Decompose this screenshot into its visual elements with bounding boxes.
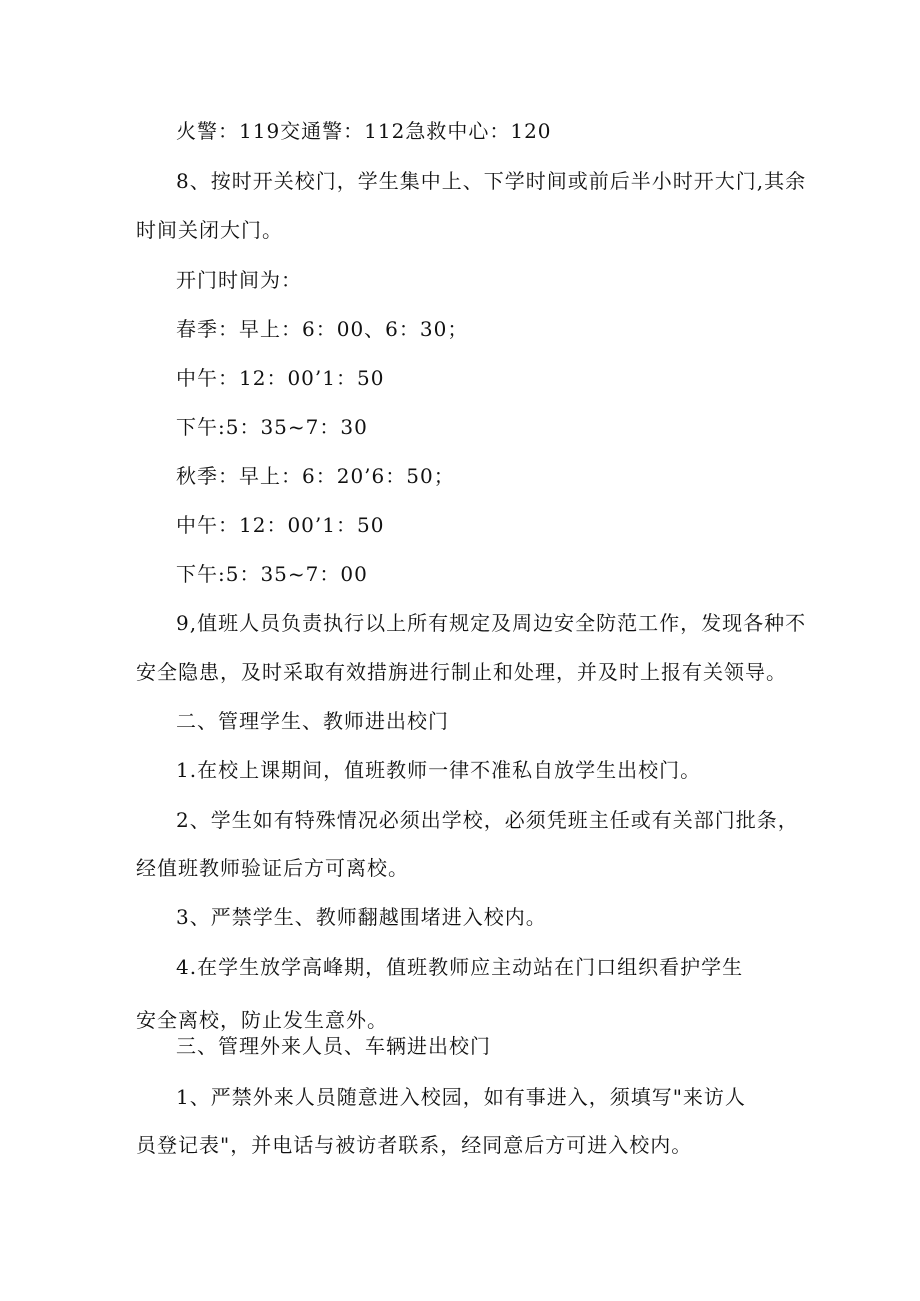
section-2-item-4-line-1: 4.在学生放学高峰期，值班教师应主动站在门口组织看护学生 [176, 955, 744, 979]
section-2-item-2-line-1: 2、学生如有特殊情况必须出学校，必须凭班主任或有关部门批条， [176, 808, 799, 832]
section-3-item-1-line-1: 1、严禁外来人员随意进入校园，如有事进入，须填写"来访人 [176, 1085, 746, 1109]
section-2-item-3: 3、严禁学生、教师翻越围堵进入校内。 [176, 905, 547, 929]
spring-noon-line: 中午：12：00’1：50 [176, 366, 385, 390]
autumn-afternoon-line: 下午:5：35~7：00 [176, 562, 368, 586]
section-3-item-1-line-2: 员登记表"，并电话与被访者联系，经同意后方可进入校内。 [136, 1133, 693, 1157]
section-2-item-4-line-2: 安全离校，防止发生意外。 [136, 1008, 388, 1032]
autumn-morning-line: 秋季：早上：6：20’6：50； [176, 464, 455, 488]
section-3-heading: 三、管理外来人员、车辆进出校门 [176, 1034, 491, 1058]
emergency-numbers-line: 火警：119交通警：112急救中心：120 [176, 119, 552, 143]
item-9-line-2: 安全隐患，及时采取有效措旃进行制止和处理，并及时上报有关领导。 [136, 660, 787, 684]
opening-times-heading: 开门时间为： [176, 268, 302, 292]
autumn-noon-line: 中午：12：00’1：50 [176, 513, 385, 537]
section-2-item-1: 1.在校上课期间，值班教师一律不准私自放学生出校门。 [176, 758, 702, 782]
item-8-line-2: 时间关闭大门。 [136, 218, 283, 242]
section-2-item-2-line-2: 经值班教师验证后方可离校。 [136, 856, 409, 880]
spring-morning-line: 春季：早上：6：00、6：30； [176, 317, 469, 341]
section-2-heading: 二、管理学生、教师进出校门 [176, 709, 449, 733]
item-8-line-1: 8、按时开关校门，学生集中上、下学时间或前后半小时开大门,其余 [176, 169, 807, 193]
spring-afternoon-line: 下午:5：35~7：30 [176, 415, 368, 439]
item-9-line-1: 9,值班人员负责执行以上所有规定及周边安全防范工作，发现各种不 [176, 611, 807, 635]
